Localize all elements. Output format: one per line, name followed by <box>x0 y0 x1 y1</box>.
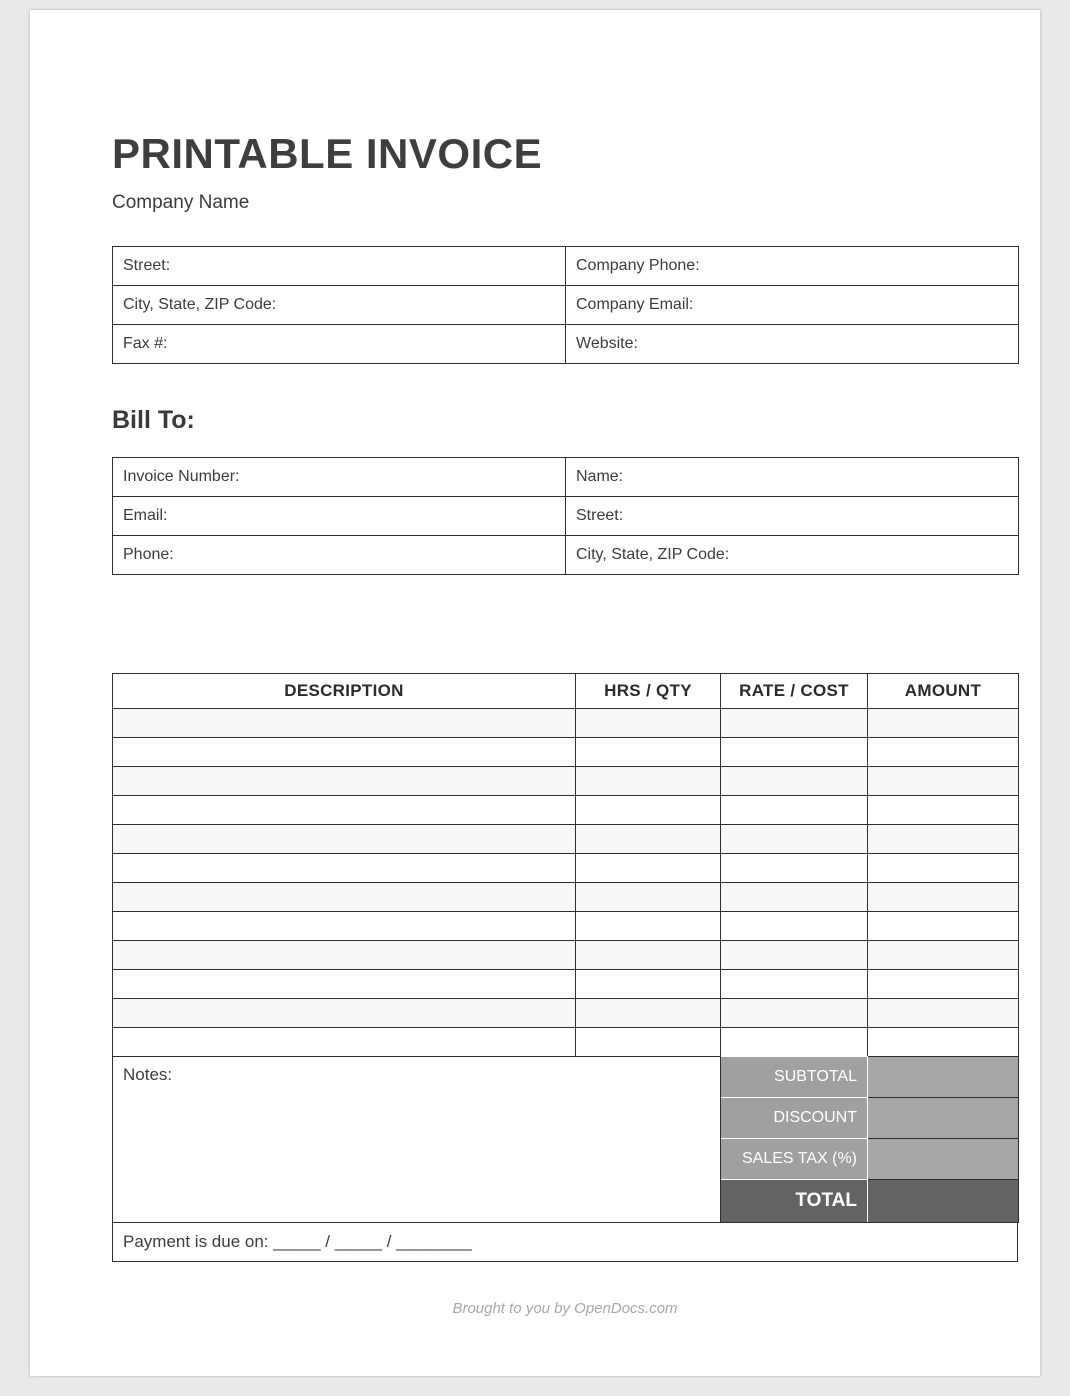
company-street-cell[interactable]: Street: <box>113 247 566 286</box>
item-hrs-qty-cell[interactable] <box>576 1028 721 1057</box>
bill-to-table <box>112 457 1019 575</box>
item-amount-cell[interactable] <box>868 941 1019 970</box>
item-hrs-qty-cell[interactable] <box>576 738 721 767</box>
item-amount-cell[interactable] <box>868 999 1019 1028</box>
line-items-body <box>113 709 1019 1057</box>
client-street-cell[interactable]: Street: <box>566 497 1019 536</box>
item-hrs-qty-cell[interactable] <box>576 825 721 854</box>
item-hrs-qty-cell[interactable] <box>576 970 721 999</box>
page-title: PRINTABLE INVOICE <box>112 130 543 177</box>
table-header-row <box>113 674 1019 709</box>
subtotal-label: SUBTOTAL <box>721 1057 868 1098</box>
client-name-cell[interactable]: Name: <box>566 458 1019 497</box>
column-header-description: DESCRIPTION <box>113 674 576 709</box>
item-description-cell[interactable] <box>113 970 576 999</box>
item-description-cell[interactable] <box>113 999 576 1028</box>
table-row <box>113 709 1019 738</box>
client-email-cell[interactable]: Email: <box>113 497 566 536</box>
table-row <box>113 883 1019 912</box>
table-row <box>113 941 1019 970</box>
item-rate-cost-cell[interactable] <box>721 825 868 854</box>
total-value[interactable] <box>868 1180 1019 1223</box>
item-rate-cost-cell[interactable] <box>721 709 868 738</box>
item-description-cell[interactable] <box>113 941 576 970</box>
table-row <box>113 536 1019 575</box>
item-hrs-qty-cell[interactable] <box>576 796 721 825</box>
item-description-cell[interactable] <box>113 767 576 796</box>
company-fax-cell[interactable]: Fax #: <box>113 325 566 364</box>
item-rate-cost-cell[interactable] <box>721 999 868 1028</box>
table-row <box>113 458 1019 497</box>
invoice-content <box>112 10 1018 1317</box>
item-amount-cell[interactable] <box>868 854 1019 883</box>
item-amount-cell[interactable] <box>868 883 1019 912</box>
item-rate-cost-cell[interactable] <box>721 1028 868 1057</box>
notes-totals-table <box>112 1056 1019 1223</box>
table-row <box>113 325 1019 364</box>
payment-due-field[interactable]: Payment is due on: _____ / _____ / ________ <box>113 1223 1018 1262</box>
item-hrs-qty-cell[interactable] <box>576 999 721 1028</box>
company-website-cell[interactable]: Website: <box>566 325 1019 364</box>
table-row <box>113 497 1019 536</box>
column-header-amount: AMOUNT <box>868 674 1019 709</box>
line-items-table <box>112 673 1019 1057</box>
item-amount-cell[interactable] <box>868 912 1019 941</box>
table-row <box>113 247 1019 286</box>
item-description-cell[interactable] <box>113 1028 576 1057</box>
item-amount-cell[interactable] <box>868 709 1019 738</box>
item-description-cell[interactable] <box>113 738 576 767</box>
company-phone-cell[interactable]: Company Phone: <box>566 247 1019 286</box>
table-row <box>113 999 1019 1028</box>
item-amount-cell[interactable] <box>868 767 1019 796</box>
table-row <box>113 912 1019 941</box>
table-row <box>113 970 1019 999</box>
item-rate-cost-cell[interactable] <box>721 883 868 912</box>
total-label: TOTAL <box>721 1180 868 1223</box>
column-header-hrs-qty: HRS / QTY <box>576 674 721 709</box>
item-description-cell[interactable] <box>113 883 576 912</box>
item-rate-cost-cell[interactable] <box>721 767 868 796</box>
item-description-cell[interactable] <box>113 796 576 825</box>
item-rate-cost-cell[interactable] <box>721 912 868 941</box>
item-rate-cost-cell[interactable] <box>721 970 868 999</box>
item-amount-cell[interactable] <box>868 970 1019 999</box>
item-amount-cell[interactable] <box>868 796 1019 825</box>
item-amount-cell[interactable] <box>868 825 1019 854</box>
invoice-number-cell[interactable]: Invoice Number: <box>113 458 566 497</box>
item-rate-cost-cell[interactable] <box>721 796 868 825</box>
item-hrs-qty-cell[interactable] <box>576 941 721 970</box>
client-phone-cell[interactable]: Phone: <box>113 536 566 575</box>
table-row <box>113 767 1019 796</box>
sales-tax-label: SALES TAX (%) <box>721 1139 868 1180</box>
item-hrs-qty-cell[interactable] <box>576 767 721 796</box>
company-city-cell[interactable]: City, State, ZIP Code: <box>113 286 566 325</box>
footer-credit: Brought to you by OpenDocs.com <box>452 1300 678 1318</box>
table-row <box>113 854 1019 883</box>
table-row <box>113 825 1019 854</box>
item-rate-cost-cell[interactable] <box>721 738 868 767</box>
table-row <box>113 1028 1019 1057</box>
item-amount-cell[interactable] <box>868 738 1019 767</box>
bill-to-heading: Bill To: <box>112 406 195 435</box>
subtotal-value[interactable] <box>868 1057 1019 1098</box>
column-header-rate-cost: RATE / COST <box>721 674 868 709</box>
discount-value[interactable] <box>868 1098 1019 1139</box>
client-city-cell[interactable]: City, State, ZIP Code: <box>566 536 1019 575</box>
company-email-cell[interactable]: Company Email: <box>566 286 1019 325</box>
item-description-cell[interactable] <box>113 825 576 854</box>
item-description-cell[interactable] <box>113 709 576 738</box>
table-row <box>113 1057 1019 1098</box>
sales-tax-value[interactable] <box>868 1139 1019 1180</box>
invoice-page <box>30 10 1040 1376</box>
item-hrs-qty-cell[interactable] <box>576 912 721 941</box>
company-info-table <box>112 246 1019 364</box>
item-description-cell[interactable] <box>113 912 576 941</box>
item-hrs-qty-cell[interactable] <box>576 883 721 912</box>
item-description-cell[interactable] <box>113 854 576 883</box>
notes-field[interactable]: Notes: <box>113 1057 721 1223</box>
item-hrs-qty-cell[interactable] <box>576 709 721 738</box>
item-rate-cost-cell[interactable] <box>721 854 868 883</box>
discount-label: DISCOUNT <box>721 1098 868 1139</box>
item-hrs-qty-cell[interactable] <box>576 854 721 883</box>
table-row <box>113 738 1019 767</box>
item-amount-cell[interactable] <box>868 1028 1019 1057</box>
item-rate-cost-cell[interactable] <box>721 941 868 970</box>
table-row <box>113 796 1019 825</box>
table-row <box>113 1223 1018 1262</box>
company-name: Company Name <box>112 192 250 214</box>
payment-due-table <box>112 1222 1018 1262</box>
table-row <box>113 286 1019 325</box>
